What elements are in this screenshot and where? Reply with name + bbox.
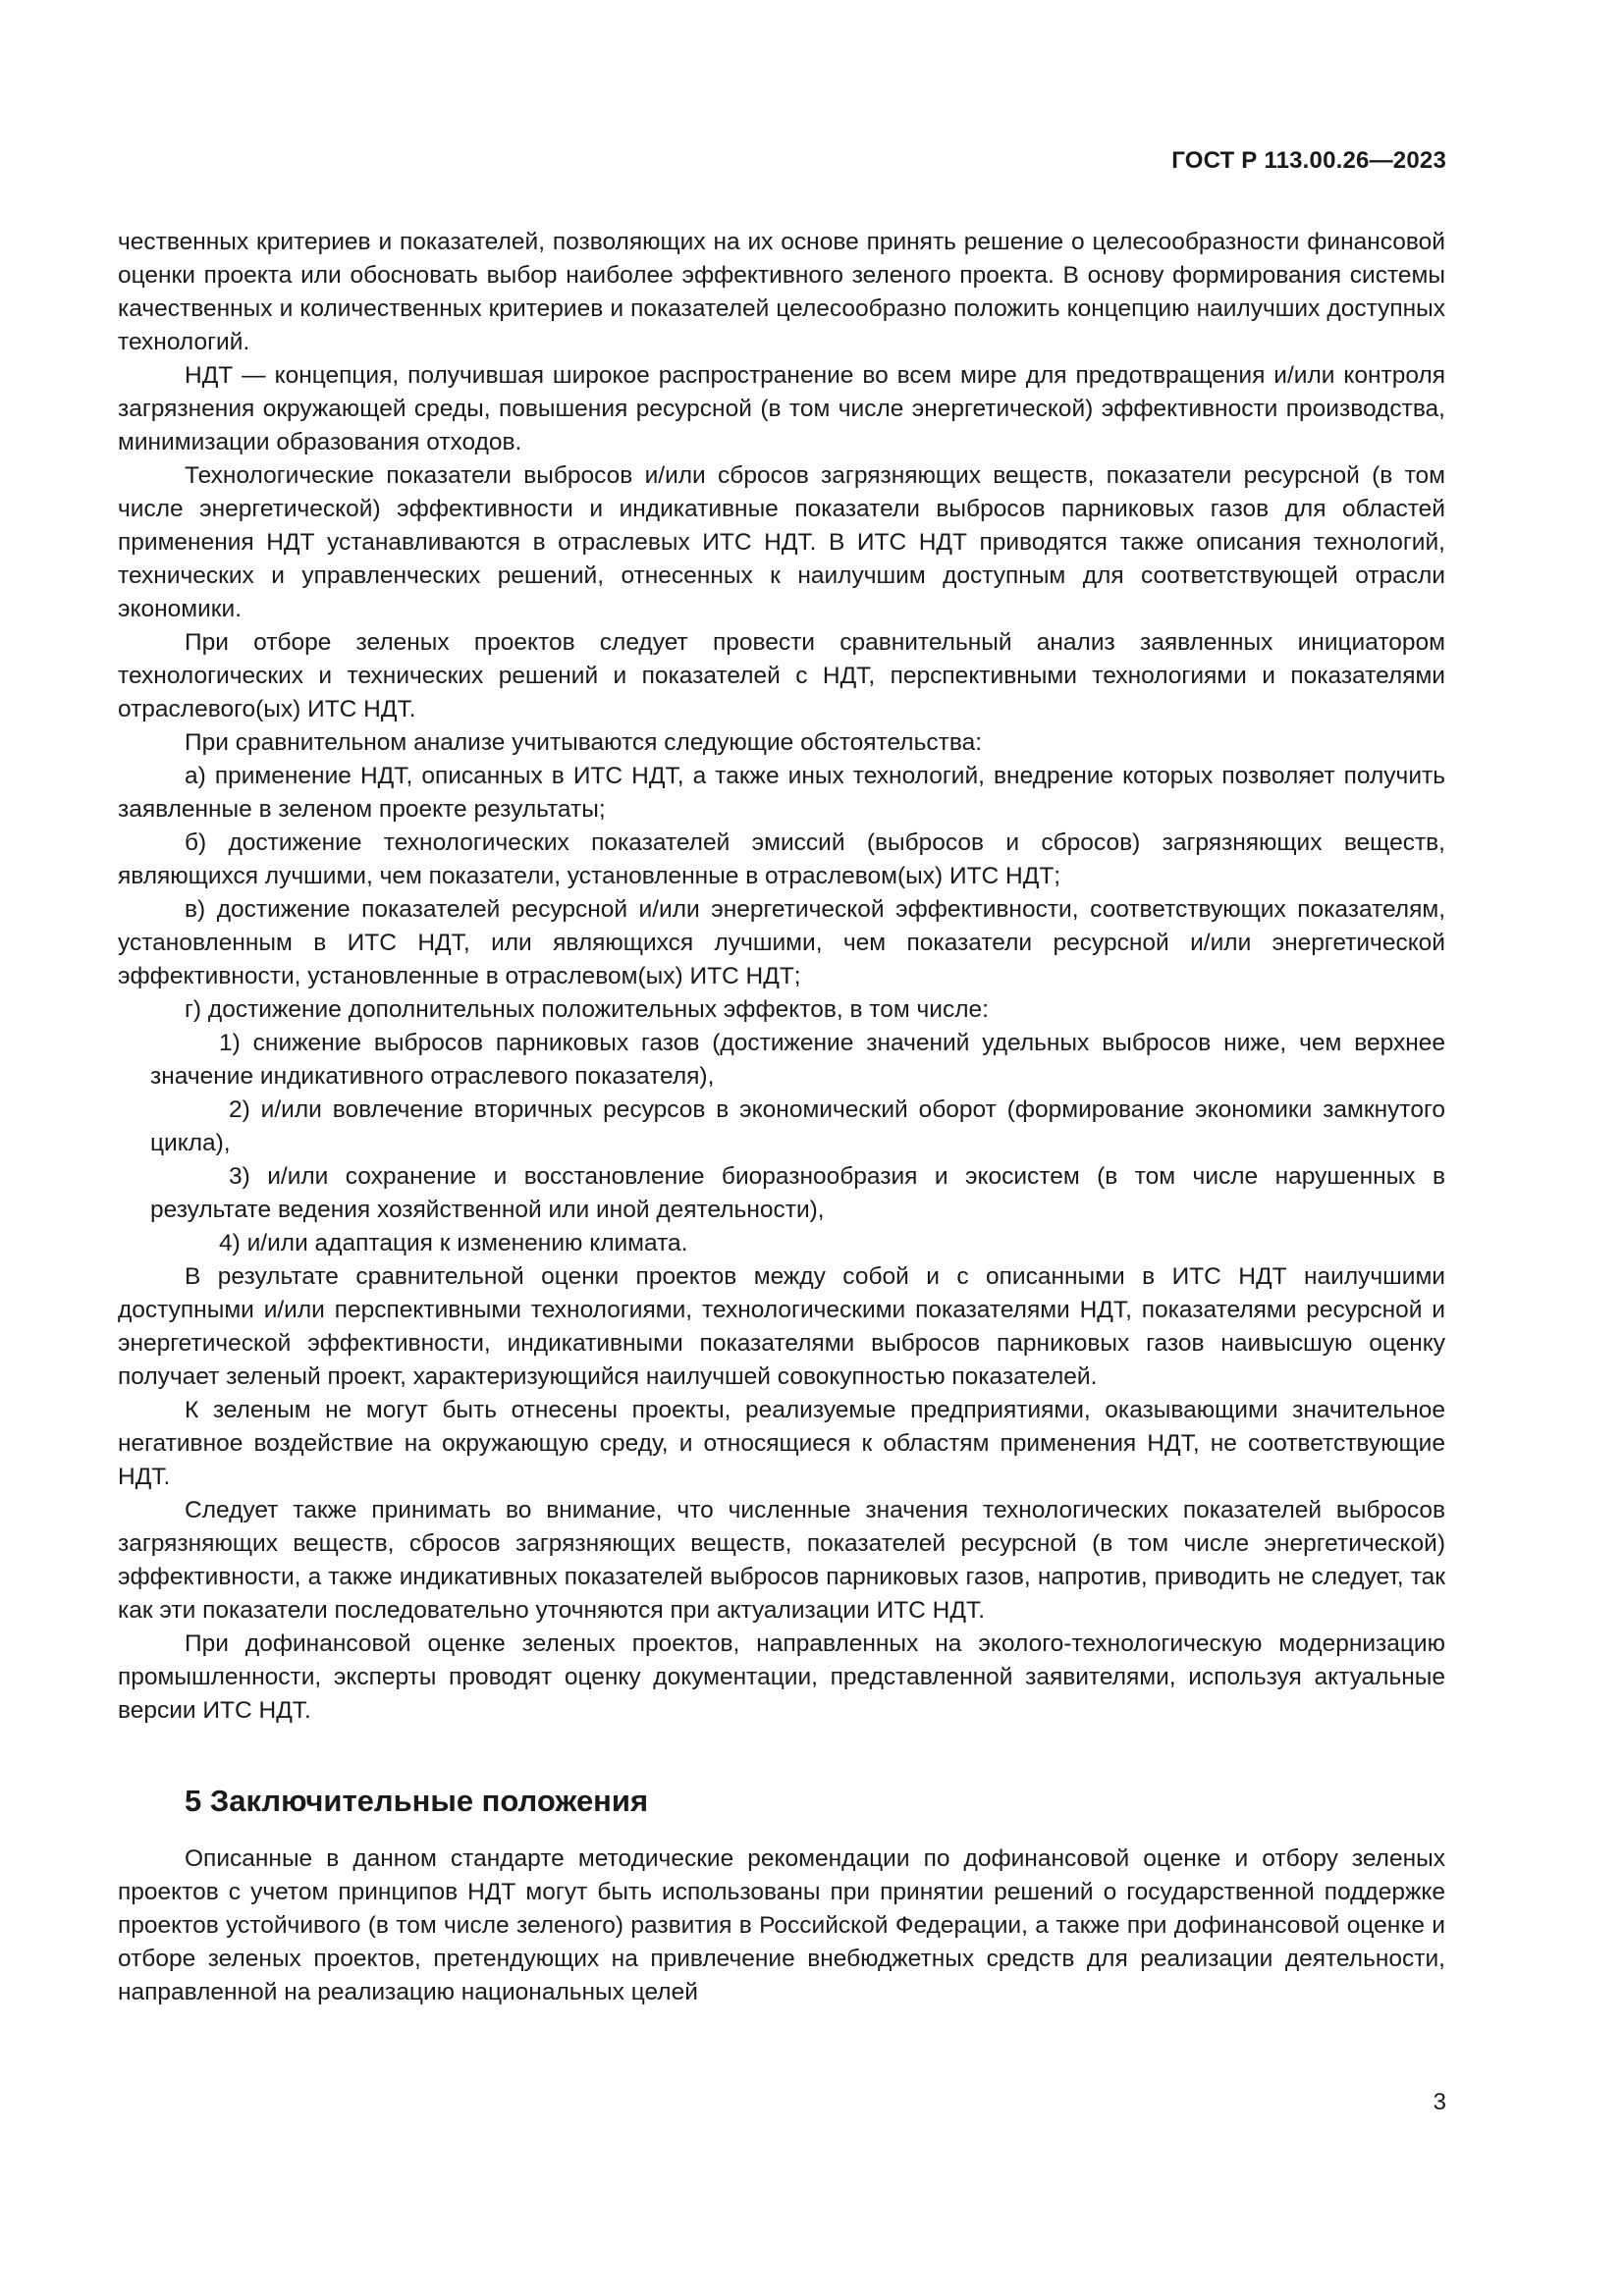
- sublist-item-4: 4) и/или адаптация к изменению климата.: [219, 1230, 688, 1256]
- document-code-header: ГОСТ Р 113.00.26—2023: [1171, 147, 1446, 174]
- sublist-item-2: 2) и/или вовлечение вторичных ресурсов в экономический оборот (формирование экономики замкнутого цикла),: [150, 1096, 1445, 1156]
- paragraph: НДТ — концепция, получившая широкое распространение во всем мире для предотвращения и/или контроля загрязнения окружающей среды, повышения ресурсной (в том числе энергетической) эффективности производства, минимизации образования отходов.: [118, 362, 1445, 455]
- paragraph: При дофинансовой оценке зеленых проектов, направленных на эколого-технологическую модернизацию промышленности, эксперты проводят оценку документации, представленной заявителями, используя актуальные версии ИТС НДТ.: [118, 1630, 1445, 1724]
- sublist-item-1: 1) снижение выбросов парниковых газов (достижение значений удельных выбросов ниже, чем верхнее значение индикативного отраслевого показателя),: [150, 1030, 1445, 1090]
- paragraph: При сравнительном анализе учитываются следующие обстоятельства:: [185, 729, 983, 756]
- list-item-v: в) достижение показателей ресурсной и/или энергетической эффективности, соответствующих показателям, установленным в ИТС НДТ, или являющихся лучшими, чем показатели ресурсной и/или энергетической эффективности, установленные в отраслевом(ых) ИТС НДТ;: [118, 896, 1445, 989]
- paragraph: Следует также принимать во внимание, что численные значения технологических показателей выбросов загрязняющих веществ, сбросов загрязняющих веществ, показателей ресурсной (в том числе энергетической) эффективности, а также индикативных показателей выбросов парниковых газов, напротив, приводить не следует, так как эти показатели последовательно уточняются при актуализации ИТС НДТ.: [118, 1497, 1445, 1624]
- document-body: [118, 226, 1445, 2009]
- paragraph: Технологические показатели выбросов и/или сбросов загрязняющих веществ, показатели ресурсной (в том числе энергетической) эффективности и индикативные показатели выбросов парниковых газов для областей применения НДТ устанавливаются в отраслевых ИТС НДТ. В ИТС НДТ приводятся также описания технологий, технических и управленческих решений, отнесенных к наилучшим доступным для соответствующей отрасли экономики.: [118, 462, 1445, 622]
- paragraph: При отборе зеленых проектов следует провести сравнительный анализ заявленных инициатором технологических и технических решений и показателей с НДТ, перспективными технологиями и показателями отраслевого(ых) ИТС НДТ.: [118, 629, 1445, 722]
- page-number: 3: [1433, 2089, 1446, 2115]
- sublist-item-3: 3) и/или сохранение и восстановление биоразнообразия и экосистем (в том числе нарушенных в результате ведения хозяйственной или иной деятельности),: [150, 1163, 1445, 1223]
- list-item-b: б) достижение технологических показателей эмиссий (выбросов и сбросов) загрязняющих веществ, являющихся лучшими, чем показатели, установленные в отраслевом(ых) ИТС НДТ;: [118, 829, 1445, 889]
- list-item-g: г) достижение дополнительных положительных эффектов, в том числе:: [185, 996, 989, 1023]
- list-item-a: а) применение НДТ, описанных в ИТС НДТ, а также иных технологий, внедрение которых позволяет получить заявленные в зеленом проекте результаты;: [118, 763, 1445, 823]
- section-heading: 5 Заключительные положения: [185, 1784, 649, 1818]
- paragraph: Описанные в данном стандарте методические рекомендации по дофинансовой оценке и отбору зеленых проектов с учетом принципов НДТ могут быть использованы при принятии решений о государственной поддержке проектов устойчивого (в том числе зеленого) развития в Российской Федерации, а также при дофинансовой оценке и отборе зеленых проектов, претендующих на привлечение внебюджетных средств для реализации деятельности, направленной на реализацию национальных целей: [118, 1845, 1445, 2005]
- paragraph: чественных критериев и показателей, позволяющих на их основе принять решение о целесообразности финансовой оценки проекта или обосновать выбор наиболее эффективного зеленого проекта. В основу формирования системы качественных и количественных критериев и показателей целесообразно положить концепцию наилучших доступных технологий.: [118, 229, 1445, 355]
- paragraph: К зеленым не могут быть отнесены проекты, реализуемые предприятиями, оказывающими значительное негативное воздействие на окружающую среду, и относящиеся к областям применения НДТ, не соответствующие НДТ.: [118, 1397, 1445, 1490]
- paragraph: В результате сравнительной оценки проектов между собой и с описанными в ИТС НДТ наилучшими доступными и/или перспективными технологиями, технологическими показателями НДТ, показателями ресурсной и энергетической эффективности, индикативными показателями выбросов парниковых газов наивысшую оценку получает зеленый проект, характеризующийся наилучшей совокупностью показателей.: [118, 1263, 1445, 1390]
